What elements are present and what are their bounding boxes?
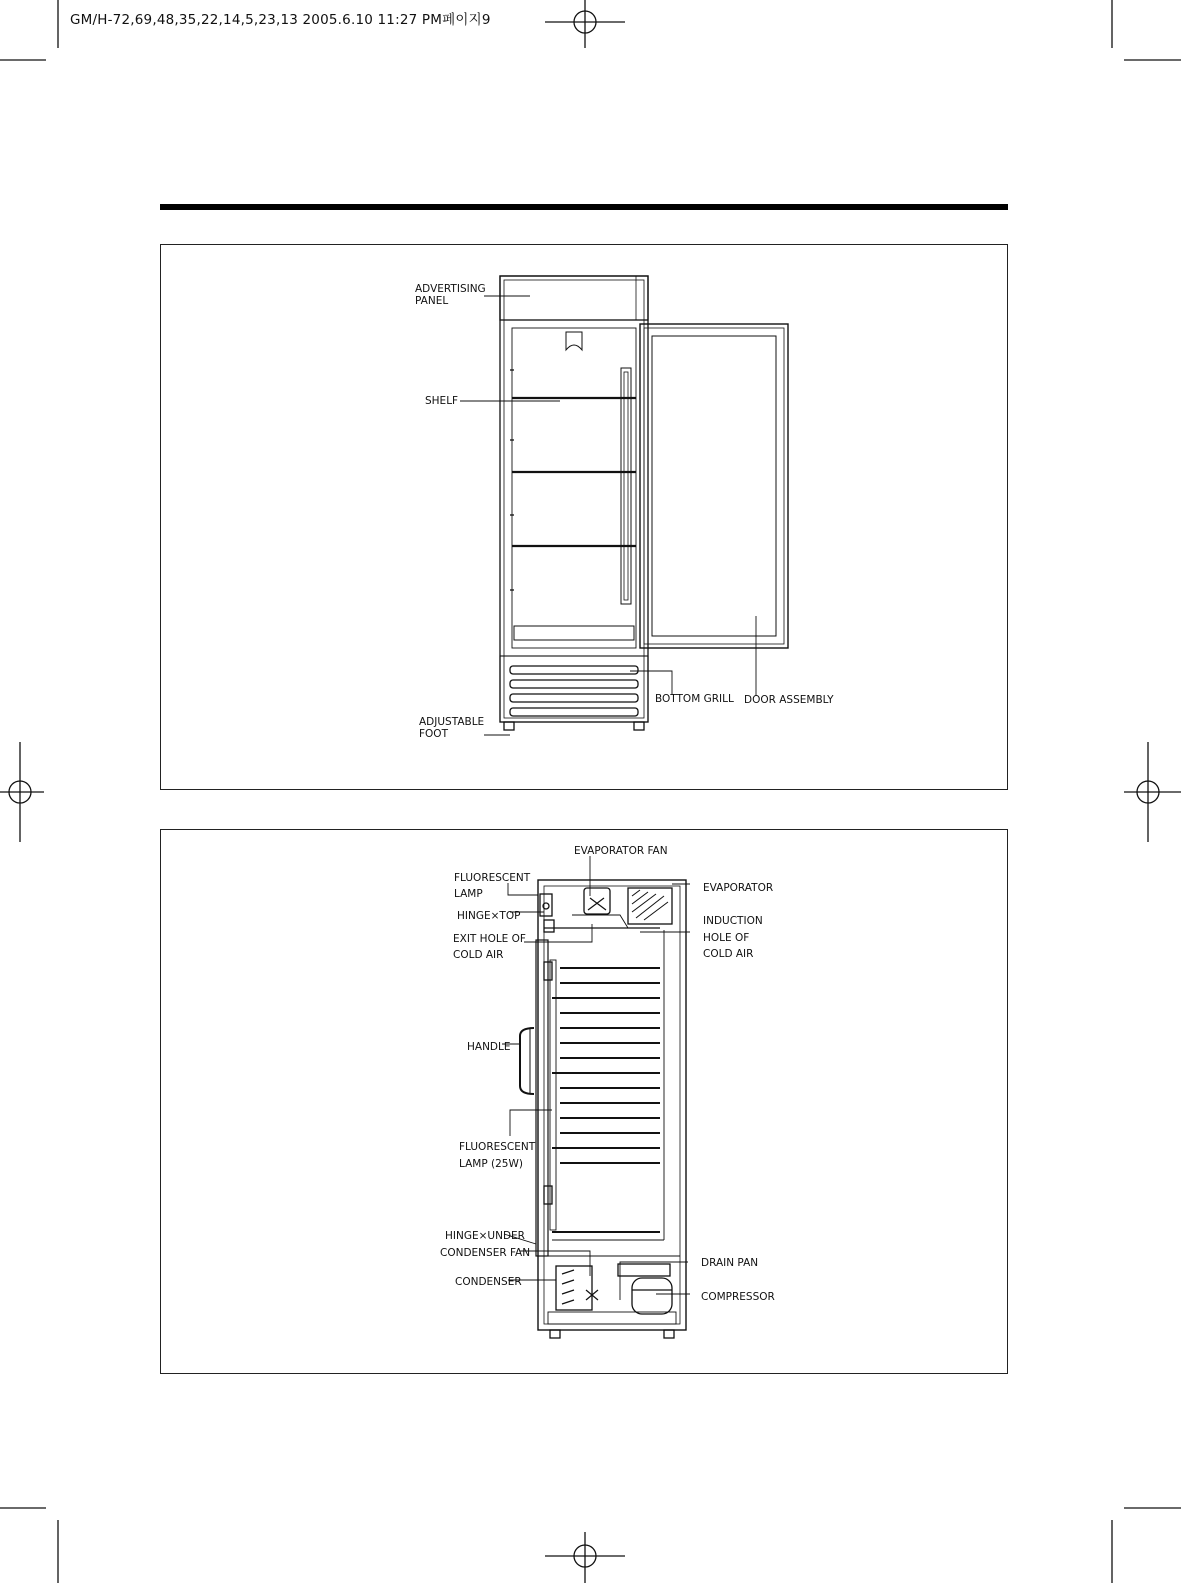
print-header: GM/H-72,69,48,35,22,14,5,23,13 2005.6.10 11:27 PM페이지9 <box>70 12 491 28</box>
label-induction-hole-1: INDUCTION <box>703 915 763 927</box>
label-fluorescent-lamp-25w-1: FLUORESCENT <box>459 1141 536 1153</box>
label-advertising-panel-1: ADVERTISING <box>415 283 486 295</box>
label-hinge-under: HINGE×UNDER <box>445 1230 525 1242</box>
label-fluorescent-lamp-25w-2: LAMP (25W) <box>459 1158 523 1170</box>
label-evaporator-fan: EVAPORATOR FAN <box>574 845 668 857</box>
label-handle: HANDLE <box>467 1041 511 1053</box>
label-door-assembly: DOOR ASSEMBLY <box>744 694 834 706</box>
label-drain-pan: DRAIN PAN <box>701 1257 759 1269</box>
label-shelf: SHELF <box>425 395 459 407</box>
label-bottom-grill: BOTTOM GRILL <box>655 693 734 705</box>
label-adjustable-foot-2: FOOT <box>419 728 448 740</box>
label-compressor: COMPRESSOR <box>701 1291 775 1303</box>
label-exit-hole-1: EXIT HOLE OF <box>453 933 526 945</box>
side-view-drawing <box>502 856 690 1338</box>
label-fluorescent-lamp-2: LAMP <box>454 888 483 900</box>
label-fluorescent-lamp-1: FLUORESCENT <box>454 872 531 884</box>
front-view-drawing <box>460 276 788 735</box>
label-induction-hole-3: COLD AIR <box>703 948 754 960</box>
label-condenser: CONDENSER <box>455 1276 522 1288</box>
label-adjustable-foot-1: ADJUSTABLE <box>419 716 485 728</box>
label-evaporator: EVAPORATOR <box>703 882 774 894</box>
registration-mark-top <box>545 0 625 48</box>
label-hinge-top: HINGE×TOP <box>457 910 521 922</box>
registration-mark-bottom <box>545 1532 625 1583</box>
registration-mark-left <box>0 742 44 842</box>
label-advertising-panel-2: PANEL <box>415 295 449 307</box>
label-condenser-fan: CONDENSER FAN <box>440 1247 531 1259</box>
registration-mark-right <box>1124 742 1181 842</box>
label-induction-hole-2: HOLE OF <box>703 932 750 944</box>
label-exit-hole-2: COLD AIR <box>453 949 504 961</box>
